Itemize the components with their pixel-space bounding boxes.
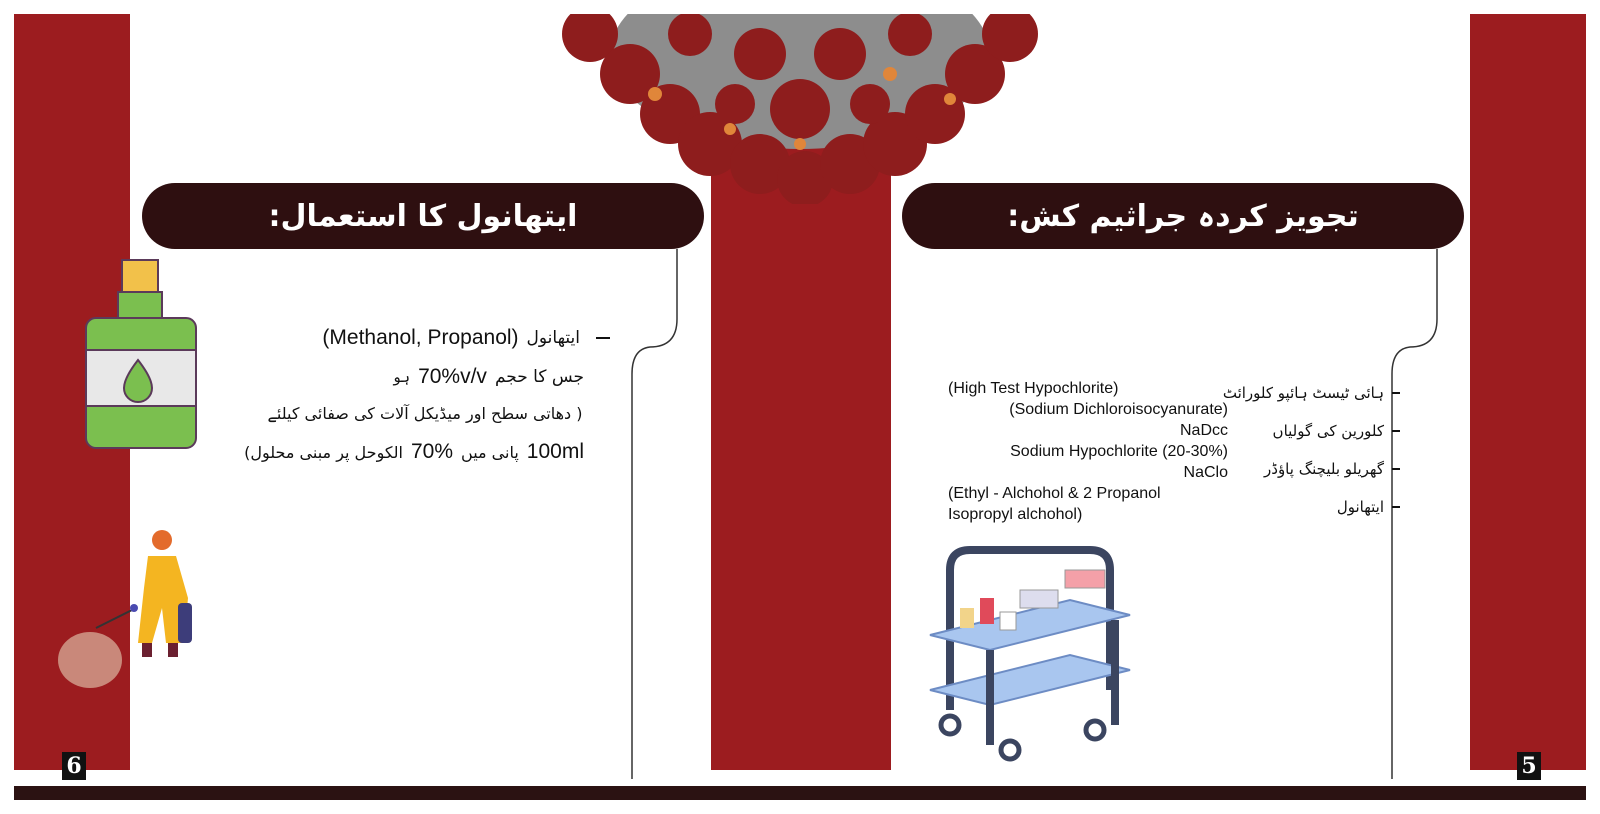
english-names	[948, 378, 1228, 525]
english-line: Isopropyl alchohol)	[948, 506, 1083, 523]
right-page-number: 5	[1517, 752, 1541, 780]
list-item	[1220, 450, 1400, 488]
list-item	[1220, 374, 1400, 412]
volume-line	[240, 358, 610, 396]
volume-latin: 70%v/v	[418, 365, 487, 388]
list-item-label: ہائی ٹیسٹ ہائپو کلورائٹ	[1222, 384, 1384, 402]
left-connector-line	[620, 249, 680, 779]
list-item-label: ایتھانول	[1336, 498, 1384, 516]
list-item-label: گھریلو بلیچنگ پاؤڈر	[1264, 460, 1384, 478]
right-heading: تجویز کردہ جراثیم کش:	[902, 183, 1464, 249]
solution-pct: 70%	[410, 440, 454, 463]
solution-line	[240, 432, 610, 472]
bullet-dash	[596, 337, 610, 339]
bullet-dash	[1392, 506, 1400, 508]
english-line: (Sodium Dichloroisocyanurate)	[1009, 401, 1228, 418]
bullet-dash	[1392, 468, 1400, 470]
bullet-dash	[1392, 430, 1400, 432]
disinfectant-list	[1220, 374, 1400, 526]
sanitizer-bottle-icon	[80, 258, 200, 458]
ethanol-line	[240, 318, 610, 358]
english-line: NaDcc	[1179, 422, 1228, 439]
medical-cart-icon	[920, 540, 1140, 770]
solution-urdu-b: الکوحل پر مبنی محلول)	[244, 442, 403, 462]
list-item	[1220, 412, 1400, 450]
left-page-number: 6	[62, 752, 86, 780]
left-content	[240, 318, 610, 472]
list-item	[1220, 488, 1400, 526]
ethanol-urdu: ایتھانول	[526, 328, 580, 348]
virus-illustration	[560, 14, 1040, 204]
english-line: (Ethyl - Alchohol & 2 Propanol	[948, 485, 1161, 502]
english-line: NaClo	[1183, 464, 1228, 481]
solution-latin: 100ml	[526, 440, 584, 463]
bullet-dash	[1392, 392, 1400, 394]
purpose-line: ( دھاتی سطح اور میڈیکل آلات کی صفائی کیلئے	[267, 404, 583, 423]
left-heading: ایتھانول کا استعمال:	[142, 183, 704, 249]
ethanol-latin: (Methanol, Propanol)	[322, 326, 519, 349]
volume-urdu-b: ہو	[393, 368, 411, 386]
right-red-band	[1470, 14, 1586, 770]
bottom-bar	[14, 786, 1586, 800]
volume-urdu-a: جس کا حجم	[494, 367, 584, 387]
solution-urdu-a: پانی میں	[461, 442, 519, 462]
list-item-label: کلورین کی گولیاں	[1272, 422, 1384, 440]
spraying-worker-icon	[52, 528, 212, 703]
english-line: Sodium Hypochlorite (20-30%)	[1010, 443, 1228, 460]
english-line: (High Test Hypochlorite)	[948, 380, 1119, 397]
